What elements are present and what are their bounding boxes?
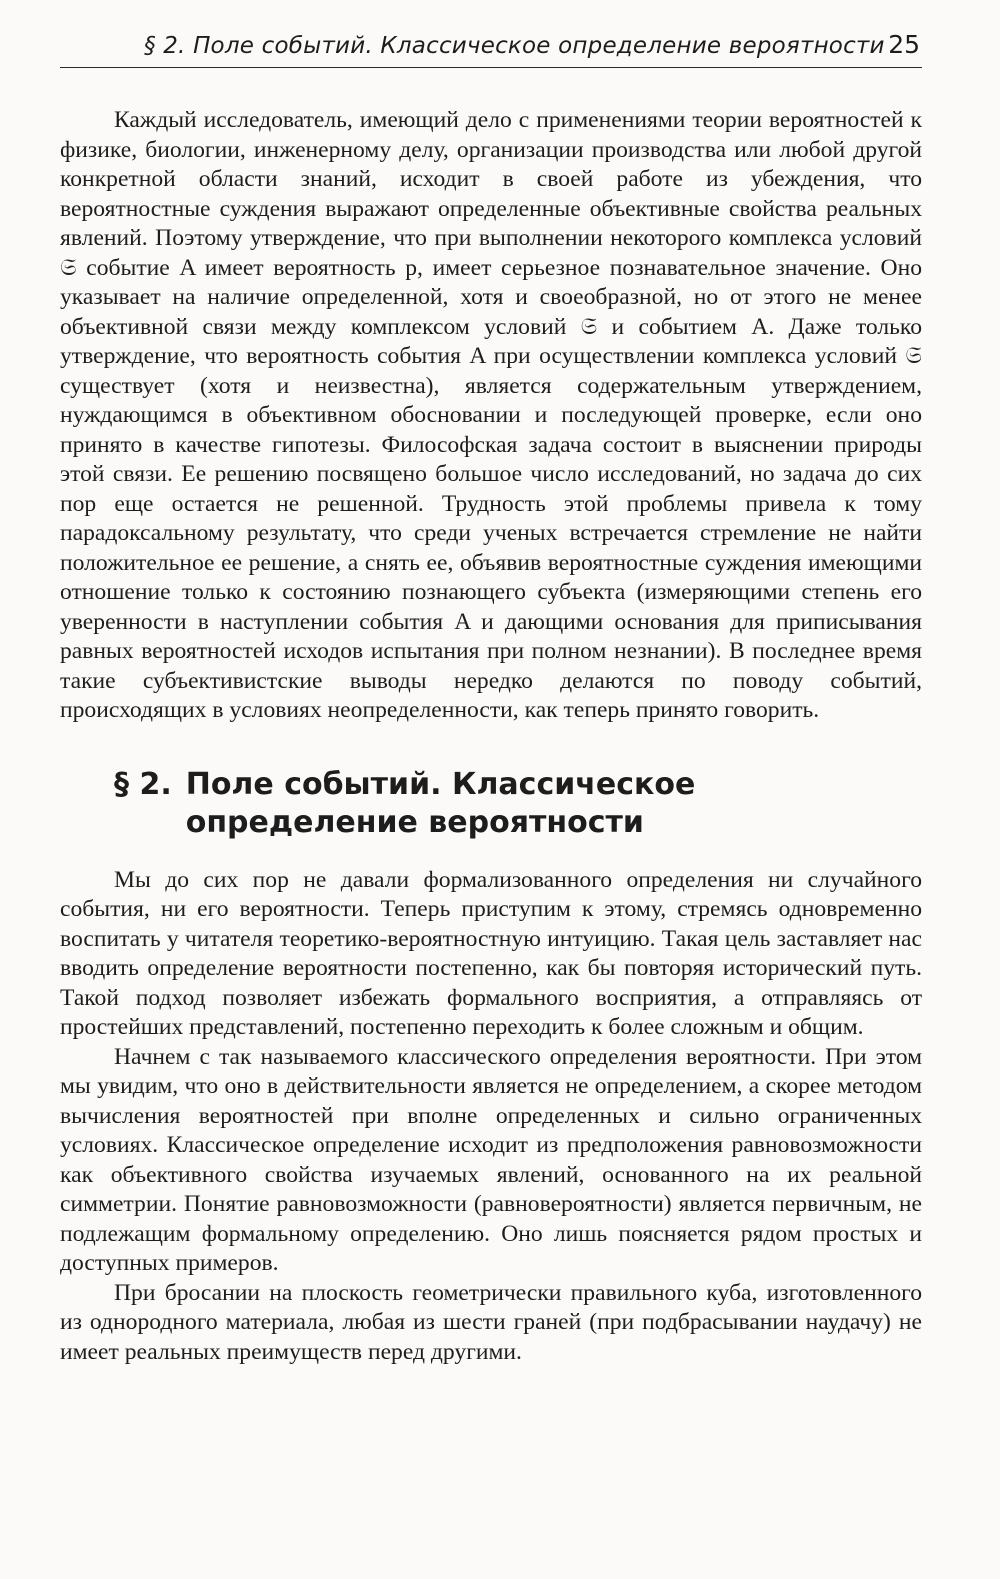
section-number: § 2. [114,766,172,802]
intro-paragraph: Каждый исследователь, имеющий дело с применениями теории вероятностей к физике, биологии, инженерному делу, организации производства или любой другой конкретной области знаний, исходит в своей работе из убеждения, что вероятностные суждения выражают определенные объективные свойства реальных явлений. Поэтому утверждение, что при выполнении некоторого комплекса условий 𝔖 событие A имеет вероятность p, имеет серьезное познавательное значение. Оно указывает на наличие определенной, хотя и своеобразной, но от этого не менее объективной связи между комплексом условий 𝔖 и событием A. Даже только утверждение, что вероятность события A при осуществлении комплекса условий 𝔖 существует (хотя и неизвестна), является содержательным утверждением, нуждающимся в объективном обосновании и последующей проверке, если оно принято в качестве гипотезы. Философская задача состоит в выяснении природы этой связи. Ее решению посвящено большое число исследований, но задача до сих пор еще остается не решенной. Трудность этой проблемы привела к тому парадоксальному результату, что среди ученых встречается стремление не найти положительное ее решение, а снять ее, объявив вероятностные суждения имеющими отношение только к состоянию познающего субъекта (измеряющими степень его уверенности в наступлении события A и дающими основания для приписывания равных вероятностей исходов испытания при полном незнании). В последнее время такие субъективистские выводы нередко делаются по поводу событий, происходящих в условиях неопределенности, как теперь принято говорить. [60,107,922,723]
section-title-line-1: Поле событий. Классическое [185,766,696,802]
section-heading [114,766,922,842]
body-paragraph-1: Мы до сих пор не давали формализованного определения ни случайного события, ни его вероятности. Теперь приступим к этому, стремясь одновременно воспитать у читателя теоретико-вероятностную интуицию. Такая цель заставляет нас вводить определение вероятности постепенно, как бы повторяя исторический путь. Такой подход позволяет избежать формального восприятия, а отправляясь от простейших представлений, постепенно переходить к более сложным и общим. [60,866,922,1040]
body-paragraph-2: Начнем с так называемого классического определения вероятности. При этом мы увидим, что оно в действительности является не определением, а скорее методом вычисления вероятностей при вполне определенных и сильно ограниченных условиях. Классическое определение исходит из предположения равновозможности как объективного свойства изучаемых явлений, основанного на их реальной симметрии. Понятие равновозможности (равновероятности) является первичным, не подлежащим формальному определению. Оно лишь поясняется рядом простых и доступных примеров. [60,1043,922,1276]
intro-block [60,106,922,726]
running-header [60,30,922,68]
body-paragraph-3: При бросании на плоскость геометрически правильного куба, изготовленного из однородного материала, любая из шести граней (при подбрасывании наудачу) не имеет реальных преимуществ перед другими. [60,1279,922,1365]
page-content [60,30,922,1367]
section-title-line-2: определение вероятности [185,804,644,840]
running-title: § 2. Поле событий. Классическое определение вероятности [144,33,885,59]
page-number: 25 [888,30,920,59]
section-title [186,766,922,842]
section-body [60,866,922,1368]
